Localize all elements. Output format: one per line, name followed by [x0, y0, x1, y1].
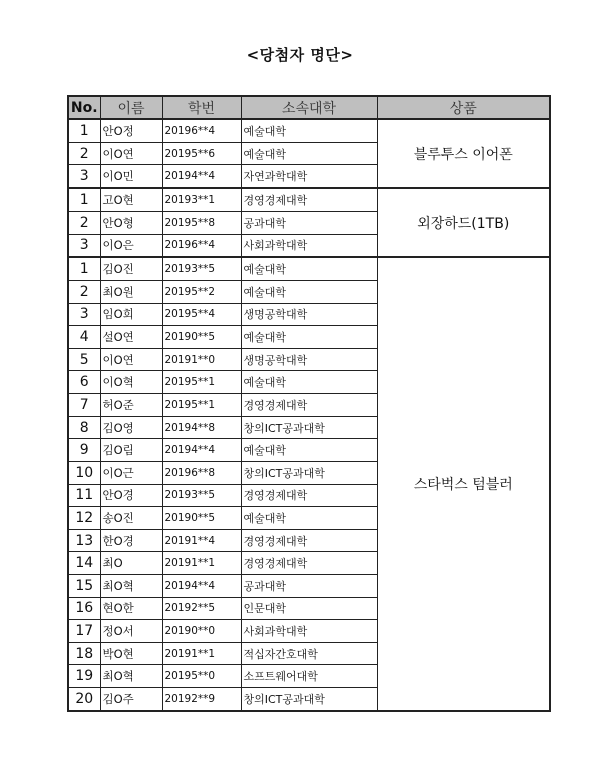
student-id: 20196**4 [162, 119, 241, 142]
row-number: 1 [68, 188, 100, 211]
winner-name: 임O희 [100, 303, 162, 326]
winner-name: 김O진 [100, 257, 162, 280]
student-id: 20195**1 [162, 394, 241, 417]
student-id: 20194**8 [162, 416, 241, 439]
college-name: 사회과학대학 [241, 234, 377, 257]
college-name: 소프트웨어대학 [241, 665, 377, 688]
row-number: 4 [68, 326, 100, 349]
student-id: 20191**1 [162, 552, 241, 575]
row-number: 14 [68, 552, 100, 575]
winner-name: 김O주 [100, 688, 162, 711]
row-number: 10 [68, 461, 100, 484]
student-id: 20191**0 [162, 348, 241, 371]
row-number: 8 [68, 416, 100, 439]
winners-table [67, 95, 551, 712]
row-number: 9 [68, 439, 100, 462]
winner-name: 안O정 [100, 119, 162, 142]
table-row [68, 188, 550, 211]
student-id: 20196**8 [162, 461, 241, 484]
college-name: 경영경제대학 [241, 529, 377, 552]
student-id: 20193**1 [162, 188, 241, 211]
winner-name: 최O [100, 552, 162, 575]
winner-name: 한O경 [100, 529, 162, 552]
header-prize: 상품 [377, 96, 550, 119]
header-student-id: 학번 [162, 96, 241, 119]
student-id: 20190**5 [162, 326, 241, 349]
row-number: 3 [68, 165, 100, 188]
college-name: 예술대학 [241, 142, 377, 165]
winner-name: 이O민 [100, 165, 162, 188]
student-id: 20193**5 [162, 257, 241, 280]
row-number: 11 [68, 484, 100, 507]
winner-name: 이O근 [100, 461, 162, 484]
row-number: 15 [68, 574, 100, 597]
college-name: 경영경제대학 [241, 394, 377, 417]
winner-name: 현O한 [100, 597, 162, 620]
row-number: 3 [68, 303, 100, 326]
student-id: 20195**4 [162, 303, 241, 326]
college-name: 경영경제대학 [241, 484, 377, 507]
student-id: 20195**1 [162, 371, 241, 394]
row-number: 12 [68, 507, 100, 530]
college-name: 공과대학 [241, 574, 377, 597]
college-name: 창의ICT공과대학 [241, 416, 377, 439]
row-number: 13 [68, 529, 100, 552]
winner-name: 이O연 [100, 348, 162, 371]
college-name: 예술대학 [241, 119, 377, 142]
student-id: 20196**4 [162, 234, 241, 257]
college-name: 창의ICT공과대학 [241, 688, 377, 711]
student-id: 20194**4 [162, 574, 241, 597]
college-name: 예술대학 [241, 507, 377, 530]
college-name: 자연과학대학 [241, 165, 377, 188]
college-name: 생명공학대학 [241, 303, 377, 326]
student-id: 20190**5 [162, 507, 241, 530]
page-title: <당첨자 명단> [246, 46, 354, 64]
row-number: 17 [68, 620, 100, 643]
student-id: 20191**4 [162, 529, 241, 552]
winner-name: 고O현 [100, 188, 162, 211]
college-name: 경영경제대학 [241, 552, 377, 575]
winner-name: 안O경 [100, 484, 162, 507]
row-number: 1 [68, 257, 100, 280]
row-number: 16 [68, 597, 100, 620]
row-number: 5 [68, 348, 100, 371]
table-row [68, 119, 550, 142]
college-name: 생명공학대학 [241, 348, 377, 371]
college-name: 적십자간호대학 [241, 642, 377, 665]
student-id: 20192**9 [162, 688, 241, 711]
header-college: 소속대학 [241, 96, 377, 119]
student-id: 20190**0 [162, 620, 241, 643]
student-id: 20193**5 [162, 484, 241, 507]
row-number: 2 [68, 142, 100, 165]
college-name: 예술대학 [241, 257, 377, 280]
college-name: 예술대학 [241, 439, 377, 462]
winner-name: 김O림 [100, 439, 162, 462]
student-id: 20194**4 [162, 439, 241, 462]
winner-name: 이O연 [100, 142, 162, 165]
student-id: 20191**1 [162, 642, 241, 665]
winner-name: 정O서 [100, 620, 162, 643]
college-name: 예술대학 [241, 281, 377, 304]
college-name: 인문대학 [241, 597, 377, 620]
table-header-row [68, 96, 550, 119]
winner-name: 박O현 [100, 642, 162, 665]
row-number: 7 [68, 394, 100, 417]
row-number: 19 [68, 665, 100, 688]
winner-name: 송O진 [100, 507, 162, 530]
student-id: 20195**8 [162, 211, 241, 234]
college-name: 창의ICT공과대학 [241, 461, 377, 484]
winner-name: 안O형 [100, 211, 162, 234]
college-name: 공과대학 [241, 211, 377, 234]
row-number: 3 [68, 234, 100, 257]
college-name: 경영경제대학 [241, 188, 377, 211]
row-number: 2 [68, 281, 100, 304]
winner-name: 이O은 [100, 234, 162, 257]
row-number: 18 [68, 642, 100, 665]
prize-name: 블루투스 이어폰 [377, 119, 550, 188]
student-id: 20195**0 [162, 665, 241, 688]
row-number: 1 [68, 119, 100, 142]
header-no: No. [68, 96, 100, 119]
college-name: 예술대학 [241, 371, 377, 394]
winner-name: 허O준 [100, 394, 162, 417]
prize-name: 스타벅스 텀블러 [377, 257, 550, 711]
student-id: 20194**4 [162, 165, 241, 188]
college-name: 사회과학대학 [241, 620, 377, 643]
winner-name: 김O영 [100, 416, 162, 439]
row-number: 20 [68, 688, 100, 711]
row-number: 6 [68, 371, 100, 394]
student-id: 20195**6 [162, 142, 241, 165]
student-id: 20195**2 [162, 281, 241, 304]
table-body [68, 119, 550, 711]
row-number: 2 [68, 211, 100, 234]
winner-name: 최O원 [100, 281, 162, 304]
winner-name: 최O혁 [100, 574, 162, 597]
college-name: 예술대학 [241, 326, 377, 349]
table-row [68, 257, 550, 280]
winner-name: 설O연 [100, 326, 162, 349]
student-id: 20192**5 [162, 597, 241, 620]
header-name: 이름 [100, 96, 162, 119]
prize-name: 외장하드(1TB) [377, 188, 550, 257]
winner-name: 최O혁 [100, 665, 162, 688]
winner-name: 이O혁 [100, 371, 162, 394]
